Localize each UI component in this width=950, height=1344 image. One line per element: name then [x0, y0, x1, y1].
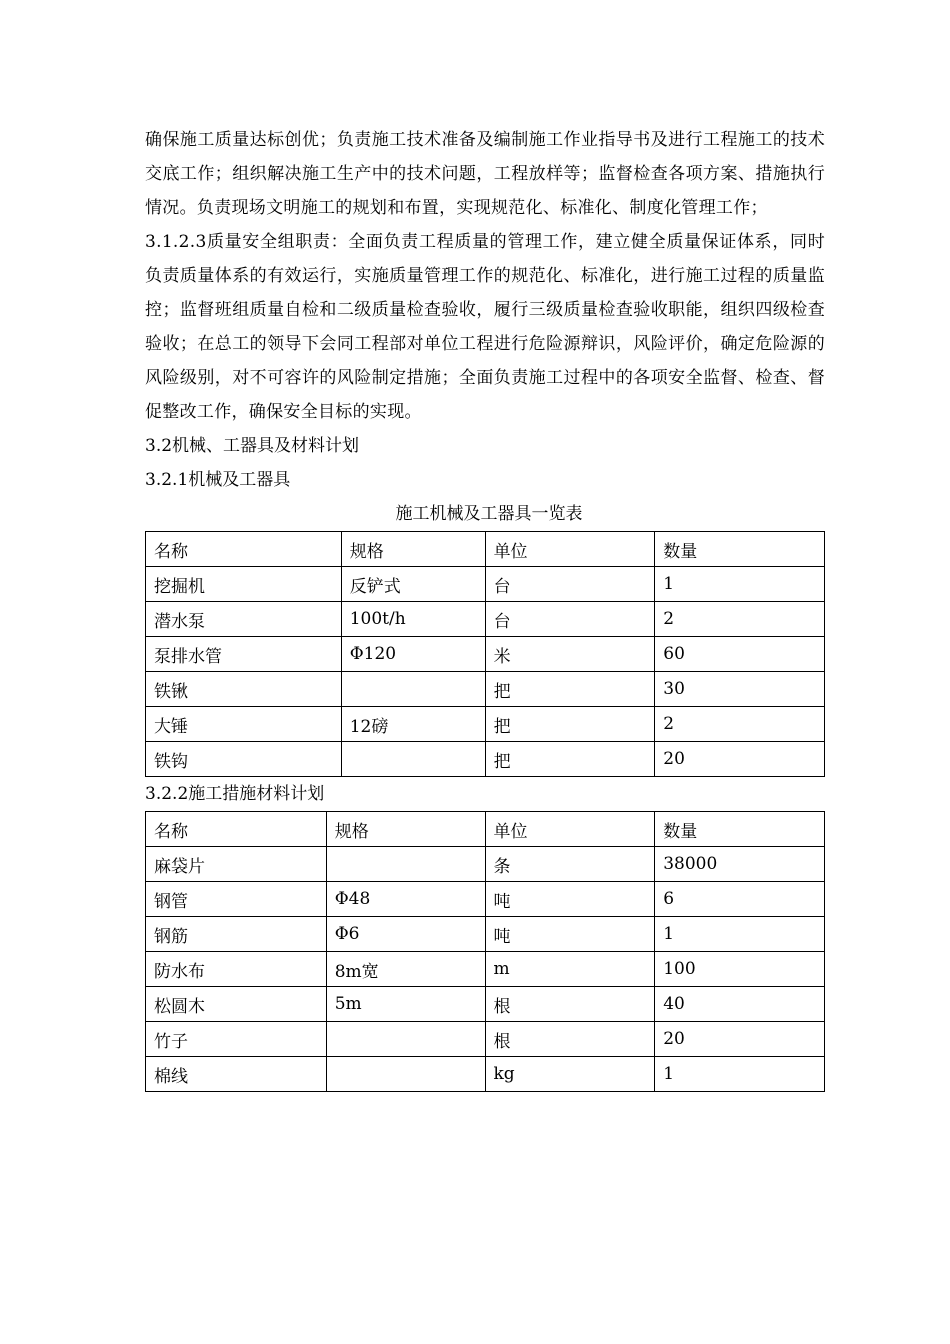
table-cell: 米 [485, 637, 655, 672]
materials-table [145, 811, 825, 1092]
equipment-table [145, 531, 825, 777]
table-header-cell: 规格 [326, 812, 485, 847]
table-cell: 反铲式 [341, 567, 485, 602]
table-header-row [146, 812, 825, 847]
table-row [146, 707, 825, 742]
table-cell: Φ6 [326, 917, 485, 952]
table-row [146, 952, 825, 987]
table-cell: 1 [655, 567, 825, 602]
table-cell: 2 [655, 602, 825, 637]
table-cell: 麻袋片 [146, 847, 327, 882]
table-cell: 20 [655, 1022, 825, 1057]
subsection-heading: 3.2.1机械及工器具 [145, 470, 291, 490]
table-cell: 30 [655, 672, 825, 707]
document-page [145, 123, 825, 1092]
table-cell: 棉线 [146, 1057, 327, 1092]
table-cell: 钢筋 [146, 917, 327, 952]
table-cell: 松圆木 [146, 987, 327, 1022]
table-cell: 潜水泵 [146, 602, 342, 637]
table-header-cell: 数量 [655, 812, 825, 847]
table-cell: 8m宽 [326, 952, 485, 987]
table-cell: 把 [485, 742, 655, 777]
table-header-cell: 名称 [146, 812, 327, 847]
table-row [146, 847, 825, 882]
table-cell [341, 672, 485, 707]
table-cell: 1 [655, 1057, 825, 1092]
table-cell: 60 [655, 637, 825, 672]
table-row [146, 602, 825, 637]
table-cell: 把 [485, 672, 655, 707]
table-cell: Φ120 [341, 637, 485, 672]
table-cell: 竹子 [146, 1022, 327, 1057]
table-row [146, 1057, 825, 1092]
table-cell: 100t/h [341, 602, 485, 637]
body-paragraph: 3.1.2.3质量安全组职责：全面负责工程质量的管理工作，建立健全质量保证体系，同时负责质量体系的有效运行，实施质量管理工作的规范化、标准化，进行施工过程的质量监控；监督班组质量自检和二级质量检查验收，履行三级质量检查验收职能，组织四级检查验收；在总工的领导下会同工程部对单位工程进行危险源辩识，风险评价，确定危险源的风险级别，对不可容许的风险制定措施；全面负责施工过程中的各项安全监督、检查、督促整改工作，确保安全目标的实现。 [145, 232, 825, 422]
table-header-cell: 名称 [146, 532, 342, 567]
table-cell: 根 [485, 1022, 655, 1057]
table-row [146, 637, 825, 672]
table-cell: 条 [485, 847, 655, 882]
table-cell: 台 [485, 567, 655, 602]
table-header-cell: 单位 [485, 812, 655, 847]
table-cell: m [485, 952, 655, 987]
table-cell: 6 [655, 882, 825, 917]
table-cell: 根 [485, 987, 655, 1022]
table-cell: 台 [485, 602, 655, 637]
table-cell: 防水布 [146, 952, 327, 987]
table-cell: 泵排水管 [146, 637, 342, 672]
table-cell [326, 847, 485, 882]
body-paragraph: 确保施工质量达标创优；负责施工技术准备及编制施工作业指导书及进行工程施工的技术交底工作；组织解决施工生产中的技术问题，工程放样等；监督检查各项方案、措施执行情况。负责现场文明施工的规划和布置，实现规范化、标准化、制度化管理工作； [145, 130, 825, 218]
table-cell [326, 1022, 485, 1057]
table-cell [341, 742, 485, 777]
table-cell: 铁锹 [146, 672, 342, 707]
table-cell: 吨 [485, 917, 655, 952]
table-cell: 40 [655, 987, 825, 1022]
table-row [146, 882, 825, 917]
table-row [146, 742, 825, 777]
table-row [146, 987, 825, 1022]
table-cell: 12磅 [341, 707, 485, 742]
table-cell [326, 1057, 485, 1092]
table-caption: 施工机械及工器具一览表 [395, 504, 583, 524]
subsection-heading: 3.2.2施工措施材料计划 [145, 784, 325, 804]
table-header-cell: 规格 [341, 532, 485, 567]
table-row [146, 567, 825, 602]
table-cell: 2 [655, 707, 825, 742]
table-header-cell: 数量 [655, 532, 825, 567]
table-header-row [146, 532, 825, 567]
table-header-cell: 单位 [485, 532, 655, 567]
table-cell: 吨 [485, 882, 655, 917]
section-heading: 3.2机械、工器具及材料计划 [145, 436, 360, 456]
table-cell: 大锤 [146, 707, 342, 742]
table-cell: kg [485, 1057, 655, 1092]
table-row [146, 917, 825, 952]
table-cell: 把 [485, 707, 655, 742]
table-cell: 铁钩 [146, 742, 342, 777]
table-cell: Φ48 [326, 882, 485, 917]
table-cell: 5m [326, 987, 485, 1022]
table-cell: 38000 [655, 847, 825, 882]
table-row [146, 1022, 825, 1057]
table-row [146, 672, 825, 707]
table-cell: 100 [655, 952, 825, 987]
table-cell: 挖掘机 [146, 567, 342, 602]
table-cell: 1 [655, 917, 825, 952]
table-cell: 钢管 [146, 882, 327, 917]
table-cell: 20 [655, 742, 825, 777]
